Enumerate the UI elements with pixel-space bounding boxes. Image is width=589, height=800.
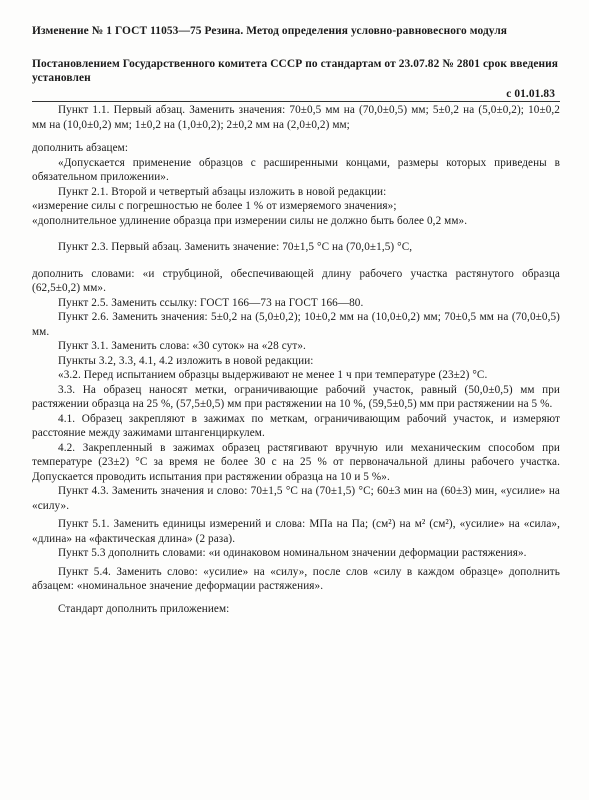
paragraph-item-4-1: 4.1. Образец закрепляют в зажимах по меткам, ограничивающим рабочий участок, и измеряют расстояние между зажимами штангенциркулем.	[32, 412, 560, 439]
paragraph-add-clamp: дополнить словами: «и струбциной, обеспечивающей длину рабочего участка растянутого образца (62,5±0,2) мм».	[32, 267, 560, 294]
paragraph-quote-elongation: «дополнительное удлинение образца при измерении силы не должно быть более 0,2 мм».	[32, 214, 468, 227]
paragraph-item-2-3: Пункт 2.3. Первый абзац. Заменить значение: 70±1,5 °С на (70,0±1,5) °С,	[58, 241, 413, 253]
paragraph-item-5-4: Пункт 5.4. Заменить слово: «усилие» на «силу», после слов «силу в каждом образце» дополнить абзацем: «номинальное значение деформации растяжения».	[32, 565, 560, 592]
resolution-statement: Постановлением Государственного комитета СССР по стандартам от 23.07.82 № 2801 срок введения установлен	[32, 58, 559, 84]
paragraph-item-3-2: «3.2. Перед испытанием образцы выдерживают не менее 1 ч при температуре (23±2) °С.	[58, 369, 488, 381]
paragraph-item-5-3: Пункт 5.3 дополнить словами: «и одинаковом номинальном значении деформации растяжения».	[58, 547, 527, 559]
paragraph-item-3-3: 3.3. На образец наносят метки, ограничивающие рабочий участок, равный (50,0±0,5) мм при растяжении образца на 25 %, (57,5±0,5) мм при растяжении на 10 %, (59,5±0,5) мм при растяжении на 5 %.	[32, 383, 560, 410]
paragraph-item-4-3: Пункт 4.3. Заменить значения и слово: 70±1,5 °С на (70±1,5) °С; 60±3 мин на (60±3) мин, «усилие» на «силу».	[32, 485, 560, 512]
effective-date: с 01.01.83	[506, 88, 555, 100]
amendment-title: Изменение № 1 ГОСТ 11053—75 Резина. Метод определения условно-равновесного модуля	[32, 25, 508, 37]
paragraph-item-3-1: Пункт 3.1. Заменить слова: «30 суток» на «28 сут».	[58, 340, 306, 352]
paragraph-quote-samples: «Допускается применение образцов с расширенными концами, размеры которых приведены в обязательном приложении».	[32, 156, 560, 183]
paragraph-add-clause: дополнить абзацем:	[32, 142, 129, 154]
paragraph-item-4-2: 4.2. Закрепленный в зажимах образец растягивают вручную или механическим способом при температуре (23±2) °С за время не более 30 с на 25 % от первоначальной длины рабочего участка. Допускается проводить испытания при растяжении образца на 10 и 5 %».	[32, 441, 560, 483]
paragraph-item-5-1: Пункт 5.1. Заменить единицы измерений и слова: МПа на Па; (см²) на м² (см²), «усилие» на «сила», «длина» на «фактическая длина» (2 раза).	[32, 518, 560, 545]
paragraph-appendix-note: Стандарт дополнить приложением:	[58, 602, 230, 615]
paragraph-quote-force: «измерение силы с погрешностью не более 1 % от измеряемого значения»;	[32, 200, 397, 212]
paragraph-item-2-5: Пункт 2.5. Заменить ссылку: ГОСТ 166—73 на ГОСТ 166—80.	[58, 296, 364, 309]
divider-line	[32, 101, 560, 102]
paragraph-item-1-1: Пункт 1.1. Первый абзац. Заменить значения: 70±0,5 мм на (70,0±0,5) мм; 5±0,2 на (5,0±0,2); 10±0,2 мм на (10,0±0,2) мм; 1±0,2 на (1,0±0,2); 2±0,2 мм на (2,0±0,2) мм;	[32, 104, 560, 131]
paragraph-items-new-edition: Пункты 3.2, 3.3, 4.1, 4.2 изложить в новой редакции:	[58, 354, 314, 367]
paragraph-item-2-6: Пункт 2.6. Заменить значения: 5±0,2 на (5,0±0,2); 10±0,2 мм на (10,0±0,2) мм; 70±0,5 мм на (70,0±0,5) мм.	[32, 311, 560, 338]
document-body	[32, 103, 560, 616]
paragraph-item-2-1: Пункт 2.1. Второй и четвертый абзацы изложить в новой редакции:	[58, 185, 387, 198]
